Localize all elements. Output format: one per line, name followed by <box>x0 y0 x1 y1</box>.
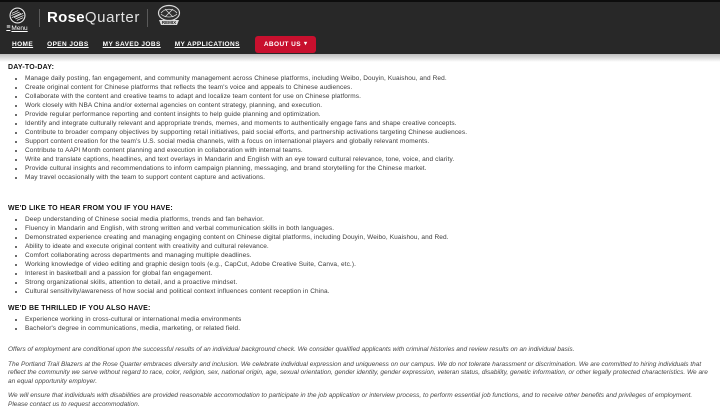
nav-item-my-saved-jobs[interactable]: MY SAVED JOBS <box>102 41 161 48</box>
nav-item-my-applications[interactable]: MY APPLICATIONS <box>174 41 240 48</box>
bullet-item: • Write and translate captions, headlines, and text overlays in Mandarin and English with an eye toward cultural relevance, tone, voice, and clarity. <box>25 155 712 164</box>
bullet-item: • Deep understanding of Chinese social media platforms, trends and fan behavior. <box>25 215 712 224</box>
bullet-item: • Support content creation for the team's U.S. social media channels, with a focus on international players and globally relevant moments. <box>25 137 712 146</box>
bullet-list <box>8 215 712 296</box>
bullet-item: • Strong organizational skills, attention to detail, and a proactive mindset. <box>25 278 712 287</box>
header-fade <box>0 54 720 62</box>
bullet-item: • Cultural sensitivity/awareness of how social and political context influences content reception in China. <box>25 287 712 296</box>
menu-button[interactable] <box>6 25 27 32</box>
about-us-button[interactable] <box>255 36 317 53</box>
legal-paragraph: Offers of employment are conditional upon the successful results of an individual background check. We consider qualified applicants with criminal histories and review results on an individual basis. <box>8 346 575 353</box>
header-top-row <box>0 2 720 33</box>
legal-paragraph: The Portland Trail Blazers at the Rose Quarter embraces diversity and inclusion. We celebrate individual expression and uniqueness on our campus. We do not tolerate harassment or discrimination. We are committed to hiring individuals that reflect the community we serve without regard to race, color, religion, sex, national origin, age, sexual orientation, gender identity, gender expression, veteran status, disability, genetic information, or other legally protected characteristics. We are an equal opportunity employer. <box>8 360 708 385</box>
site-header <box>0 0 720 54</box>
rip-city-remix-logo[interactable] <box>155 4 183 33</box>
bullet-item: • Interest in basketball and a passion for global fan engagement. <box>25 269 712 278</box>
bullet-item: • Manage daily posting, fan engagement, and community management across Chinese platforms, including Weibo, Douyin, Kuaishou, and Red. <box>25 74 712 83</box>
bullet-item: • Contribute to broader company objectives by supporting retail initiatives, paid social efforts, and partnership activations targeting Chinese audiences. <box>25 128 712 137</box>
section-heading: WE'D BE THRILLED IF YOU ALSO HAVE: <box>8 305 151 312</box>
hamburger-icon: ≡ <box>6 24 11 31</box>
nav-item-home[interactable]: HOME <box>12 41 34 48</box>
legal-paragraph: We will ensure that individuals with disabilities are provided reasonable accommodation to participate in the job application or interview process, to perform essential job functions, and to receive other benefits and privileges of employment. Please contact us to request accommodation. <box>8 392 693 408</box>
remix-logo-icon <box>155 4 183 33</box>
rosequarter-wordmark[interactable] <box>47 9 140 26</box>
chevron-down-icon: ▾ <box>303 41 308 47</box>
pinwheel-logo-icon <box>9 7 26 24</box>
job-section <box>8 205 712 296</box>
header-divider <box>39 9 40 27</box>
bullet-item: • Fluency in Mandarin and English, with strong written and verbal communication skills in both languages. <box>25 224 712 233</box>
bullet-item: • Provide regular performance reporting and content insights to help guide planning and optimization. <box>25 110 712 119</box>
bullet-item: • Contribute to AAPI Month content planning and execution in collaboration with internal teams. <box>25 146 712 155</box>
bullet-item: • Work closely with NBA China and/or external agencies on content strategy, planning, and execution. <box>25 101 712 110</box>
section-heading: WE'D LIKE TO HEAR FROM YOU IF YOU HAVE: <box>8 205 173 212</box>
about-us-label: ABOUT US <box>263 41 301 48</box>
bullet-item: • Experience working in cross-cultural or international media environments <box>25 315 712 324</box>
bullet-item: • Comfort collaborating across departments and managing multiple deadlines. <box>25 251 712 260</box>
bullet-item: • Bachelor's degree in communications, media, marketing, or related field. <box>25 324 712 333</box>
brand-bold: Rose <box>47 9 85 26</box>
bullet-item: • Demonstrated experience creating and managing engaging content on Chinese digital platforms, including Douyin, Weibo, Kuaishou, and Red. <box>25 233 712 242</box>
brand-light: Quarter <box>84 9 140 26</box>
bullet-item: • Collaborate with the content and creative teams to adapt and localize team content for use on Chinese platforms. <box>25 92 712 101</box>
menu-label: Menu <box>11 24 28 32</box>
job-description-content <box>0 64 720 333</box>
trail-blazers-logo[interactable] <box>2 7 32 32</box>
legal-disclaimers <box>0 346 720 409</box>
job-section <box>8 305 712 333</box>
bullet-item: • May travel occasionally with the team to support content capture and activations. <box>25 173 712 182</box>
header-divider <box>147 9 148 27</box>
bullet-item: • Working knowledge of video editing and graphic design tools (e.g., CapCut, Adobe Creative Suite, Canva, etc.). <box>25 260 712 269</box>
bullet-list <box>8 315 712 333</box>
bullet-item: • Create original content for Chinese platforms that reflects the team's voice and appeals to Chinese audiences. <box>25 83 712 92</box>
section-heading: DAY-TO-DAY: <box>8 64 55 71</box>
job-section <box>8 64 712 182</box>
main-nav <box>0 33 720 56</box>
bullet-item: • Identify and integrate culturally relevant and appropriate trends, memes, and moments to authentically engage fans and shape creative concepts. <box>25 119 712 128</box>
bullet-list <box>8 74 712 182</box>
bullet-item: • Provide cultural insights and recommendations to inform campaign planning, messaging, and brand storytelling for the Chinese market. <box>25 164 712 173</box>
svg-text:REMIX: REMIX <box>161 19 177 25</box>
nav-item-open-jobs[interactable]: OPEN JOBS <box>47 41 89 48</box>
bullet-item: • Ability to ideate and execute original content with creativity and cultural relevance. <box>25 242 712 251</box>
